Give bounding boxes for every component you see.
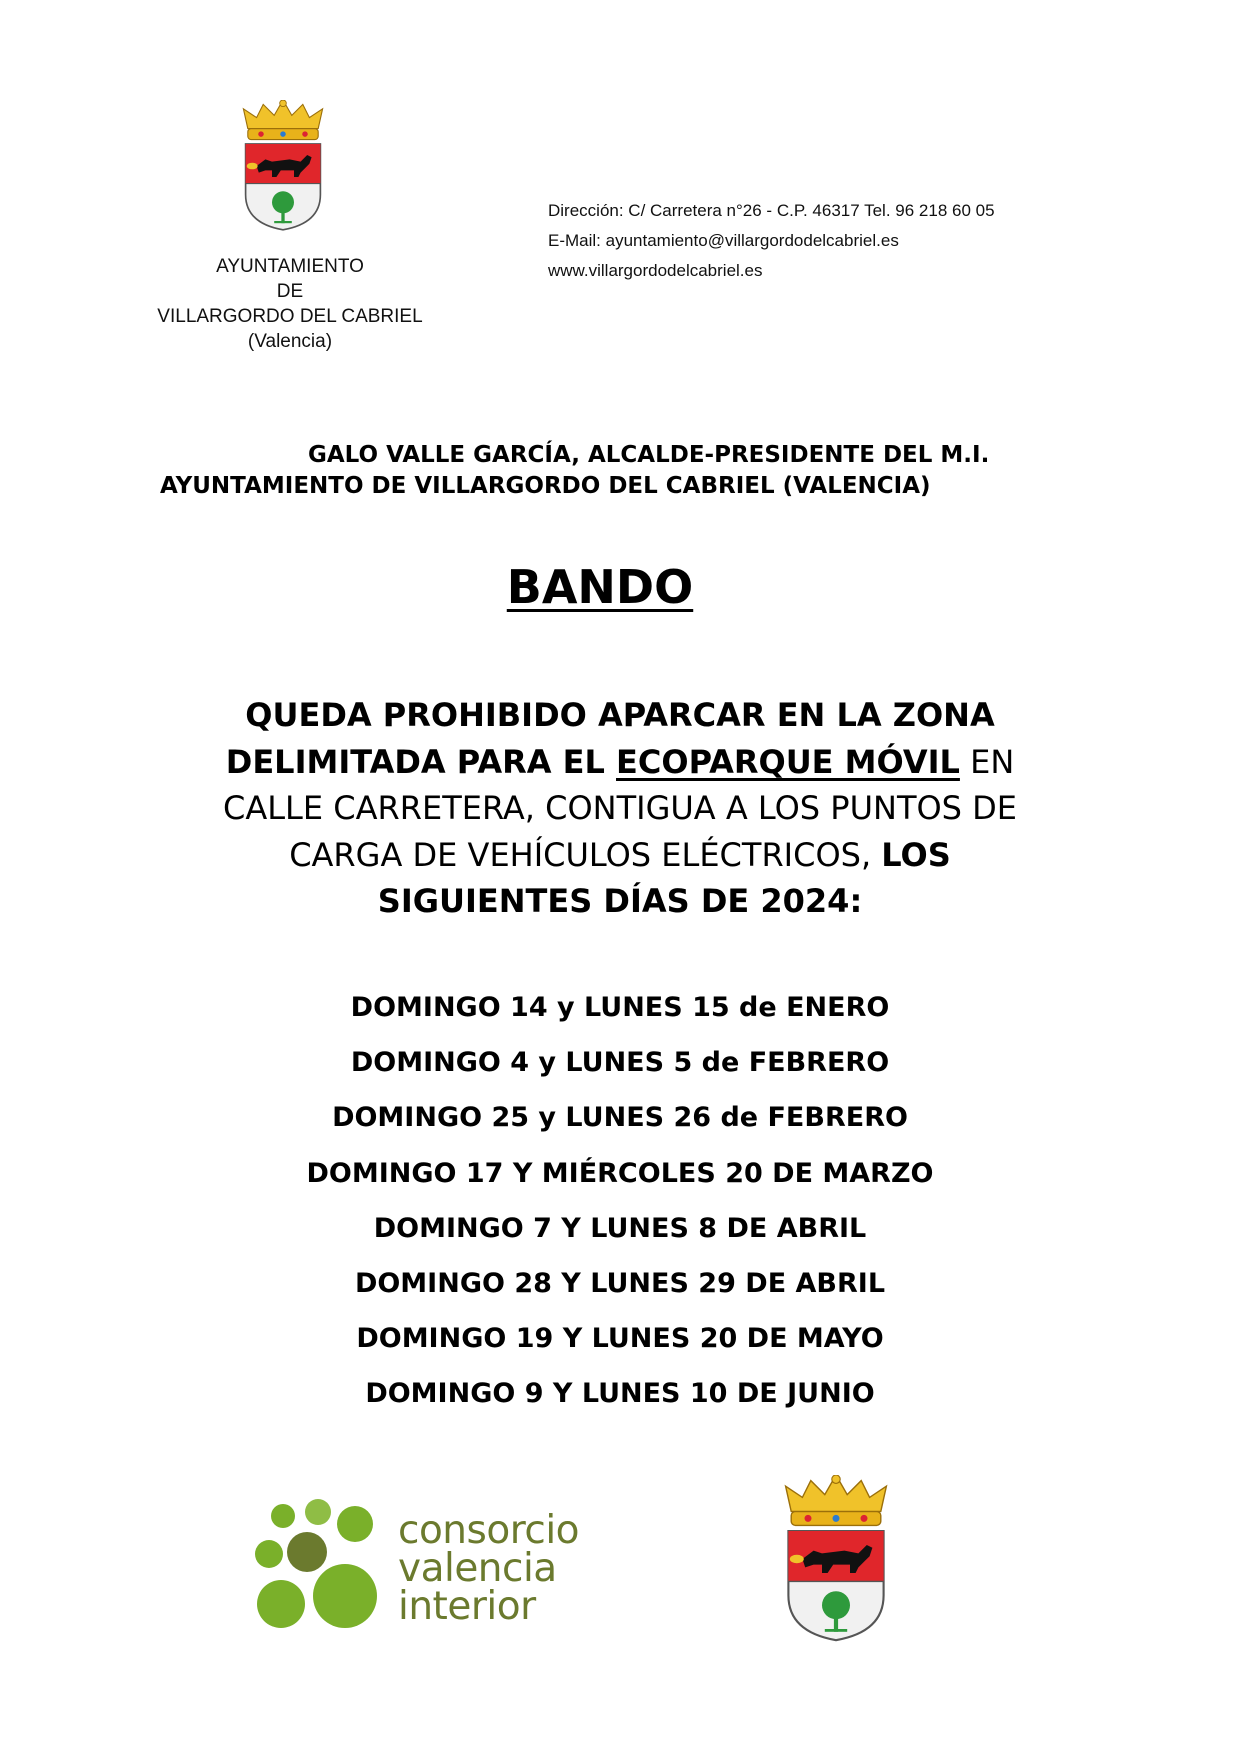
notice-segment: CARGA DE VEHÍCULOS ELÉCTRICOS, xyxy=(289,835,882,874)
address-line: Dirección: C/ Carretera n°26 - C.P. 46317 Tel. 96 218 60 05 xyxy=(548,201,995,220)
coat-of-arms-logo xyxy=(228,100,338,232)
date-item: DOMINGO 17 Y MIÉRCOLES 20 DE MARZO xyxy=(306,1157,934,1189)
notice-segment: LOS xyxy=(881,835,951,874)
notice-segment: DELIMITADA PARA EL xyxy=(225,742,617,781)
email-link[interactable]: ayuntamiento@villargordodelcabriel.es xyxy=(605,231,899,250)
email-label: E-Mail: xyxy=(548,231,606,250)
consorcio-line: interior xyxy=(398,1584,536,1629)
crown-icon xyxy=(786,1475,887,1525)
notice-line: QUEDA PROHIBIDO APARCAR EN LA ZONA xyxy=(245,696,995,734)
notice-line xyxy=(140,832,1100,879)
page-title: BANDO xyxy=(506,560,694,614)
org-line: DE xyxy=(276,281,304,302)
org-line: VILLARGORDO DEL CABRIEL xyxy=(157,306,423,327)
organization-name xyxy=(130,254,450,354)
contact-block xyxy=(548,196,995,286)
notice-text xyxy=(140,692,1100,925)
date-item: DOMINGO 9 Y LUNES 10 DE JUNIO xyxy=(365,1378,875,1410)
date-item: DOMINGO 25 y LUNES 26 de FEBRERO xyxy=(332,1102,908,1134)
mayor-line-2: AYUNTAMIENTO DE VILLARGORDO DEL CABRIEL (VALENCIA) xyxy=(160,473,931,499)
date-item: DOMINGO 28 Y LUNES 29 DE ABRIL xyxy=(354,1267,886,1299)
mayor-heading xyxy=(160,440,1080,502)
notice-segment: EN xyxy=(959,742,1015,781)
consorcio-logo-text xyxy=(398,1508,580,1629)
org-line: AYUNTAMIENTO xyxy=(216,256,364,277)
email-line xyxy=(548,226,995,256)
notice-line xyxy=(140,739,1100,786)
date-item: DOMINGO 7 Y LUNES 8 DE ABRIL xyxy=(373,1212,867,1244)
notice-line: CALLE CARRETERA, CONTIGUA A LOS PUNTOS DE xyxy=(222,789,1018,827)
website-link[interactable]: www.villargordodelcabriel.es xyxy=(548,261,763,280)
mayor-line-1: GALO VALLE GARCÍA, ALCALDE-PRESIDENTE DEL M.I. xyxy=(308,442,990,468)
consorcio-line: consorcio xyxy=(398,1508,580,1553)
dates-list xyxy=(160,990,1080,1432)
org-line: (Valencia) xyxy=(247,331,333,352)
crown-icon xyxy=(243,100,322,140)
date-item: DOMINGO 19 Y LUNES 20 DE MAYO xyxy=(356,1323,884,1355)
notice-line: SIGUIENTES DÍAS DE 2024: xyxy=(377,882,863,920)
ecoparque-highlight: ECOPARQUE MÓVIL xyxy=(616,742,960,781)
date-item: DOMINGO 4 y LUNES 5 de FEBRERO xyxy=(350,1047,890,1079)
consorcio-line: valencia xyxy=(398,1546,557,1591)
date-item: DOMINGO 14 y LUNES 15 de ENERO xyxy=(350,992,890,1023)
coat-of-arms-logo-bottom xyxy=(766,1475,906,1643)
consorcio-circles-logo xyxy=(255,1498,385,1638)
